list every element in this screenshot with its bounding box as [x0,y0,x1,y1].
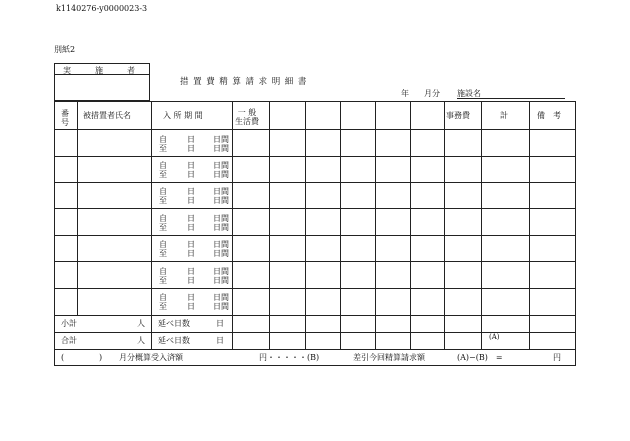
implementer-char: 施 [95,66,103,75]
col-rule [232,102,233,349]
total-days-label: 延べ日数 [158,336,190,345]
formula-label: (A)−(B) = [457,353,503,362]
header-living-cost: 一 般 生活費 [235,108,259,126]
document-title: 措置費精算請求明細書 [180,77,312,87]
total-unit: 人 [137,336,145,345]
subtotal-unit: 人 [137,319,145,328]
col-rule [77,102,78,315]
col-rule [444,102,445,349]
col-rule [410,102,411,349]
header-period: 入 所 期 間 [163,111,203,120]
total-label: 合計 [61,336,77,345]
yen-label: 円 [553,353,561,362]
col-rule [340,102,341,349]
implementer-char: 実 [63,66,71,75]
diff-label: 差引今回精算請求額 [353,353,425,362]
received-label: 月分概算受入済額 [119,353,183,362]
row-rule [55,235,575,236]
col-rule [481,102,482,349]
period-cell: 自 日 日間 至 日 日間 [159,293,229,311]
row-rule [55,288,575,289]
subtotal-day-unit: 日 [216,319,224,328]
header-remarks: 備 考 [537,111,561,120]
period-cell: 自 日 日間 至 日 日間 [159,161,229,179]
subtotal-days-label: 延べ日数 [158,319,190,328]
period-cell: 自 日 日間 至 日 日間 [159,214,229,232]
mark-a: (A) [489,333,500,341]
implementer-char: 者 [127,66,135,75]
footer-paren-open: ( [61,353,65,362]
col-rule [305,102,306,349]
row-rule [55,182,575,183]
footer-paren-close: ) [99,353,103,362]
facility-underline [457,98,565,99]
col-rule [151,102,152,349]
row-rule [55,261,575,262]
implementer-caption [55,64,149,75]
col-rule [529,102,530,349]
header-name: 被措置者氏名 [83,111,131,120]
row-rule [55,208,575,209]
period-cell: 自 日 日間 至 日 日間 [159,267,229,285]
col-rule [269,102,270,349]
period-cell: 自 日 日間 至 日 日間 [159,135,229,153]
row-rule [55,156,575,157]
header-number: 番 号 [61,109,69,127]
row-rule [55,129,575,130]
row-rule [55,315,575,316]
facility-label: 施設名 [457,89,481,98]
col-rule [375,102,376,349]
period-cell: 自 日 日間 至 日 日間 [159,240,229,258]
statement-table [54,101,576,366]
total-day-unit: 日 [216,336,224,345]
header-office-cost: 事務費 [446,111,470,120]
subtotal-label: 小計 [61,319,77,328]
row-rule [55,349,575,350]
yen-b-label: 円・・・・・(B) [259,353,320,362]
implementer-box [54,63,150,101]
document-id: k1140276-y0000023-3 [56,4,148,13]
header-total: 計 [500,111,508,120]
attachment-label: 別紙2 [54,45,76,54]
year-label: 年 [401,89,409,98]
month-label: 月分 [424,89,440,98]
period-cell: 自 日 日間 至 日 日間 [159,187,229,205]
